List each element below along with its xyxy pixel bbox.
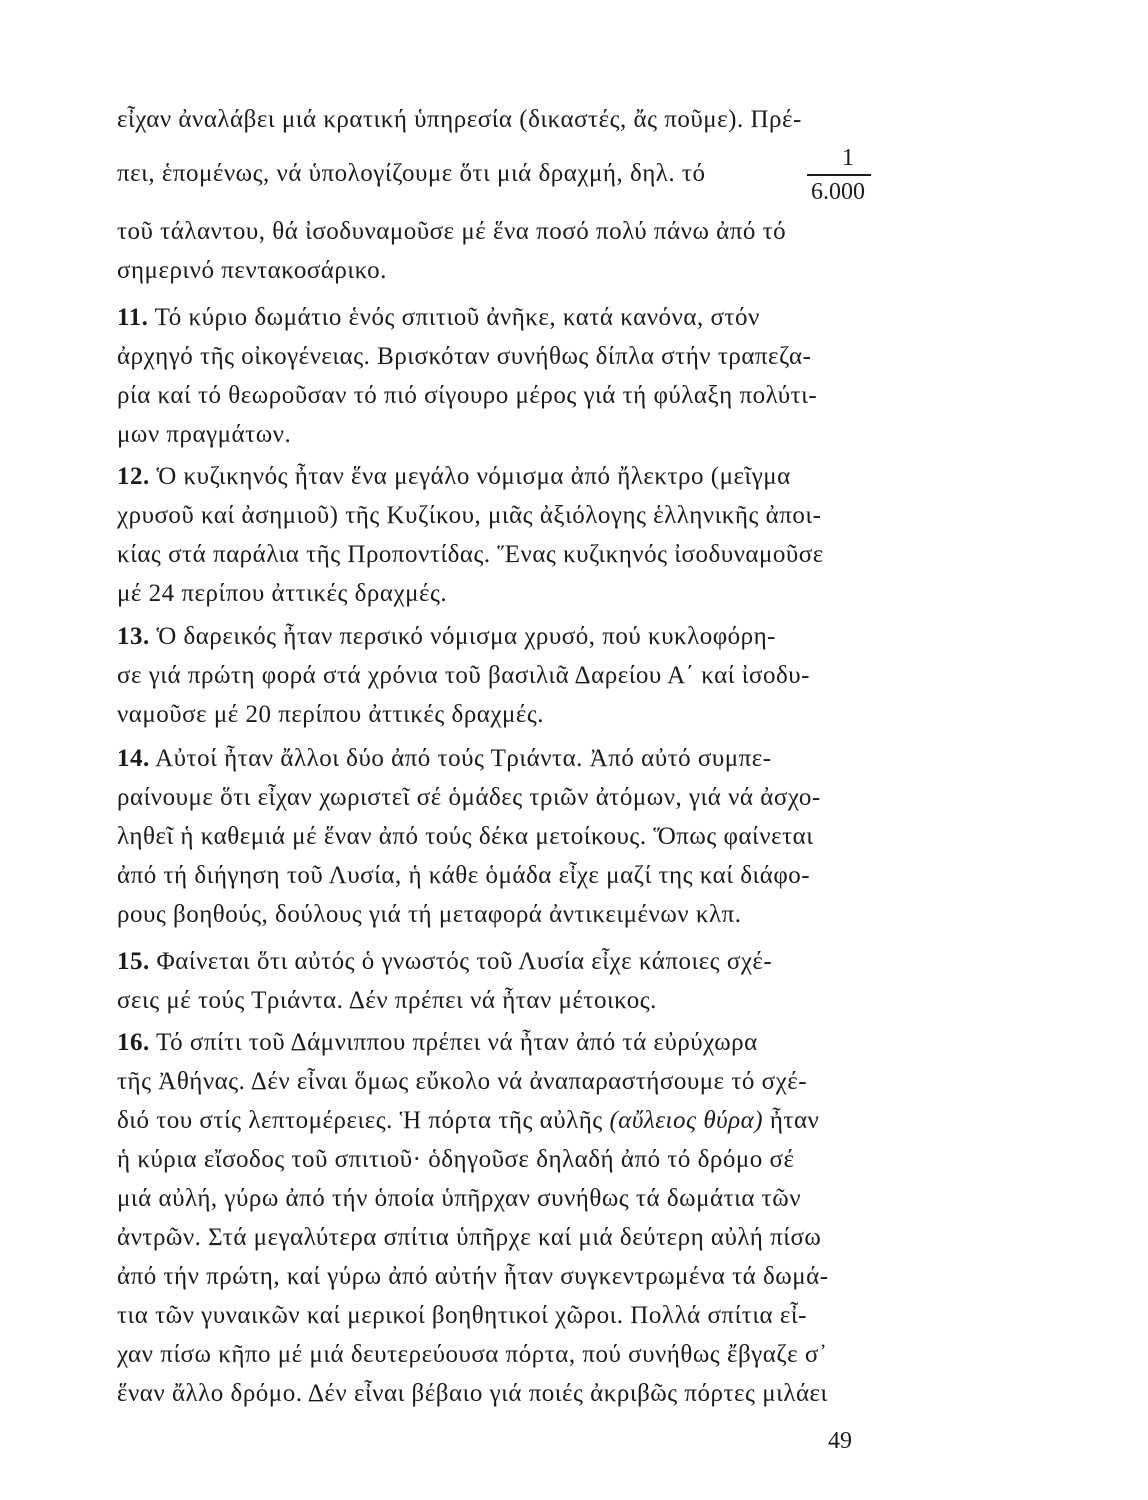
page-number: 49 (828, 1428, 852, 1454)
text-line: κίας στά παράλια τῆς Προποντίδας. Ἕνας κυζικηνός ἰσοδυναμοῦσε (117, 541, 824, 568)
text-line: χρυσοῦ καί ἀσημιοῦ) τῆς Κυζίκου, μιᾶς ἀξιόλογης ἑλληνικῆς ἀποι- (117, 502, 822, 529)
text-line: ἕναν ἄλλο δρόμο. Δέν εἶναι βέβαιο γιά ποιές ἀκριβῶς πόρτες μιλάει (117, 1380, 828, 1407)
text-line: ληθεῖ ἡ καθεμιά μέ ἕναν ἀπό τούς δέκα μετοίκους. Ὅπως φαίνεται (117, 823, 814, 850)
text-line: τοῦ τάλαντου, θά ἰσοδυναμοῦσε μέ ἕνα ποσό πολύ πάνω ἀπό τό (117, 218, 787, 245)
text-line: τῆς Ἀθήνας. Δέν εἶναι ὅμως εὔκολο νά ἀναπαραστήσουμε τό σχέ- (117, 1068, 808, 1095)
text-line: ἀντρῶν. Στά μεγαλύτερα σπίτια ὑπῆρχε καί μιά δεύτερη αὐλή πίσω (117, 1224, 822, 1251)
note-11 (117, 298, 875, 454)
note-number: 12. (117, 463, 150, 490)
note-number: 15. (117, 948, 150, 975)
text-line: ναμοῦσε μέ 20 περίπου ἀττικές δραχμές. (117, 701, 545, 728)
text-line: ἀπό τήν πρώτη, καί γύρω ἀπό αὐτήν ἦταν συγκεντρωμένα τά δωμά- (117, 1263, 829, 1290)
text-line: ραίνουμε ὅτι εἶχαν χωριστεῖ σέ ὁμάδες τριῶν ἀτόμων, γιά νά ἀσχο- (117, 784, 821, 811)
text-line: μιά αὐλή, γύρω ἀπό τήν ὁποία ὑπῆρχαν συνήθως τά δωμάτια τῶν (117, 1185, 801, 1212)
text-line: 16. Τό σπίτι τοῦ Δάμνιππου πρέπει νά ἦταν ἀπό τά εὐρύχωρα (117, 1029, 758, 1056)
text-line: τια τῶν γυναικῶν καί μερικοί βοηθητικοί χῶροι. Πολλά σπίτια εἶ- (117, 1302, 807, 1329)
fraction (803, 146, 873, 204)
italic-term: (αὔλειος θύρα) (609, 1107, 764, 1134)
text-line: εἶχαν ἀναλάβει μιά κρατική ὑπηρεσία (δικαστές, ἄς ποῦμε). Πρέ- (117, 106, 802, 133)
text-line: ρία καί τό θεωροῦσαν τό πιό σίγουρο μέρος γιά τή φύλαξη πολύτι- (117, 382, 818, 409)
note-number: 16. (117, 1029, 150, 1056)
text-line: μέ 24 περίπου ἀττικές δραχμές. (117, 580, 448, 607)
note-number: 11. (117, 304, 149, 331)
text-line: 13. Ὁ δαρεικός ἦταν περσικό νόμισμα χρυσό, πού κυκλοφόρη- (117, 623, 777, 650)
text-line: 11. Τό κύριο δωμάτιο ἑνός σπιτιοῦ ἀνῆκε, κατά κανόνα, στόν (117, 304, 760, 331)
intro-paragraph (117, 100, 875, 290)
text-line: ἀπό τή διήγηση τοῦ Λυσία, ἡ κάθε ὁμάδα εἶχε μαζί της καί διάφο- (117, 862, 811, 889)
text-line: διό του στίς λεπτομέρειες. Ἡ πόρτα τῆς αὐλῆς (αὔλειος θύρα) ἦταν (117, 1107, 820, 1134)
text-line: 15. Φαίνεται ὅτι αὐτός ὁ γνωστός τοῦ Λυσία εἶχε κάποιες σχέ- (117, 948, 773, 975)
fraction-numerator: 1 (842, 145, 854, 171)
text-line: σεις μέ τούς Τριάντα. Δέν πρέπει νά ἦταν μέτοικος. (117, 987, 657, 1014)
text-line: ἡ κύρια εἴσοδος τοῦ σπιτιοῦ· ὁδηγοῦσε δηλαδή ἀπό τό δρόμο σέ (117, 1146, 795, 1173)
text-line: σημερινό πεντακοσάρικο. (117, 257, 387, 284)
text-line: 14. Αὐτοί ἦταν ἄλλοι δύο ἀπό τούς Τριάντα. Ἀπό αὐτό συμπε- (117, 745, 772, 772)
note-13 (117, 617, 875, 734)
note-number: 14. (117, 745, 150, 772)
note-16 (117, 1023, 875, 1413)
text-line: μων πραγμάτων. (117, 421, 292, 448)
text-line: πει, ἑπομένως, νά ὑπολογίζουμε ὅτι μιά δραχμή, δηλ. τό (117, 160, 706, 187)
text-line: 12. Ὁ κυζικηνός ἦταν ἕνα μεγάλο νόμισμα ἀπό ἤλεκτρο (μεῖγμα (117, 463, 791, 490)
note-14 (117, 739, 875, 934)
text-line: σε γιά πρώτη φορά στά χρόνια τοῦ βασιλιᾶ Δαρείου Α΄ καί ἰσοδυ- (117, 662, 810, 689)
note-15 (117, 942, 875, 1020)
text-line: ρους βοηθούς, δούλους γιά τή μεταφορά ἀντικειμένων κλπ. (117, 901, 742, 928)
note-12 (117, 457, 875, 613)
text-line: ἀρχηγό τῆς οἰκογένειας. Βρισκόταν συνήθως δίπλα στήν τραπεζα- (117, 343, 812, 370)
note-number: 13. (117, 623, 150, 650)
text-line: χαν πίσω κῆπο μέ μιά δευτερεύουσα πόρτα, πού συνήθως ἔβγαζε σ᾿ (117, 1341, 828, 1368)
fraction-denominator: 6.000 (811, 179, 865, 205)
